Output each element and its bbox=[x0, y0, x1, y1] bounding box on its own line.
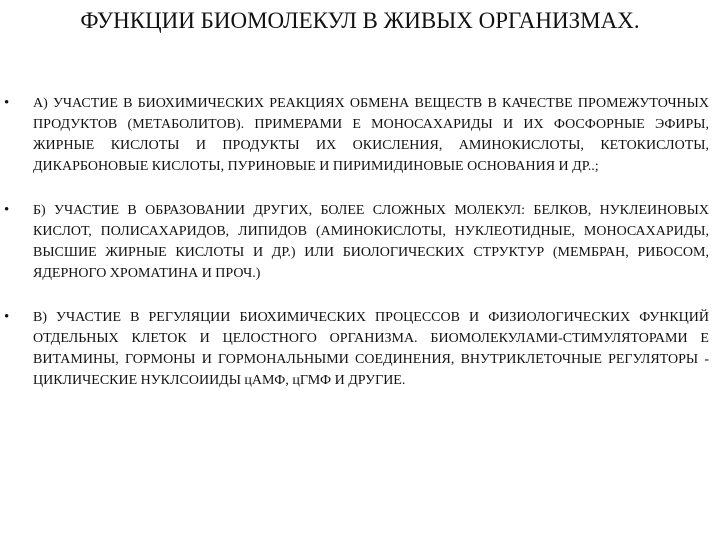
bullet-text-b: Б) УЧАСТИЕ В ОБРАЗОВАНИИ ДРУГИХ, БОЛЕЕ СЛОЖНЫХ МОЛЕКУЛ: БЕЛКОВ, НУКЛЕИНОВЫХ КИСЛОТ, ПОЛИСАХАРИДОВ, ЛИПИДОВ (АМИНОКИСЛОТЫ, НУКЛЕОТИДНЫЕ, МОНОСАХАРИДЫ, ВЫСШИЕ ЖИРНЫЕ КИСЛОТЫ И ДР.) ИЛИ БИОЛОГИЧЕСКИХ СТРУКТУР (МЕМБРАН, РИБОСОМ, ЯДЕРНОГО ХРОМАТИНА И ПРОЧ.) bbox=[33, 203, 709, 281]
slide-title: ФУНКЦИИ БИОМОЛЕКУЛ В ЖИВЫХ ОРГАНИЗМАХ. bbox=[80, 8, 640, 33]
bullet-dot-icon: • bbox=[4, 202, 10, 218]
bullet-item-c bbox=[0, 307, 720, 391]
bullet-item-b bbox=[0, 200, 720, 284]
bullet-text-a: А) УЧАСТИЕ В БИОХИМИЧЕСКИХ РЕАКЦИЯХ ОБМЕНА ВЕЩЕСТВ В КАЧЕСТВЕ ПРОМЕЖУТОЧНЫХ ПРОДУКТОВ (МЕТАБОЛИТОВ). ПРИМЕРАМИ Е МОНОСАХАРИДЫ И ИХ ФОСФОРНЫЕ ЭФИРЫ, ЖИРНЫЕ КИСЛОТЫ И ПРОДУКТЫ ИХ ОКИСЛЕНИЯ, АМИНОКИСЛОТЫ, КЕТОКИСЛОТЫ, ДИКАРБОНОВЫЕ КИСЛОТЫ, ПУРИНОВЫЕ И ПИРИМИДИНОВЫЕ ОСНОВАНИЯ И ДР..; bbox=[33, 96, 709, 174]
bullet-text-c: В) УЧАСТИЕ В РЕГУЛЯЦИИ БИОХИМИЧЕСКИХ ПРОЦЕССОВ И ФИЗИОЛОГИЧЕСКИХ ФУНКЦИЙ ОТДЕЛЬНЫХ КЛЕТОК И ЦЕЛОСТНОГО ОРГАНИЗМА. БИОМОЛЕКУЛАМИ-СТИМУЛЯТОРАМИ Е ВИТАМИНЫ, ГОРМОНЫ И ГОРМОНАЛЬНЫМИ СОЕДИНЕНИЯ, ВНУТРИКЛЕТОЧНЫЕ РЕГУЛЯТОРЫ - ЦИКЛИЧЕСКИЕ НУКЛСОИИДЫ цАМФ, цГМФ И ДРУГИЕ. bbox=[33, 310, 709, 388]
bullet-item-a bbox=[0, 93, 720, 177]
bullet-dot-icon: • bbox=[4, 95, 10, 111]
bullet-dot-icon: • bbox=[4, 309, 10, 325]
bullet-list bbox=[0, 93, 720, 414]
